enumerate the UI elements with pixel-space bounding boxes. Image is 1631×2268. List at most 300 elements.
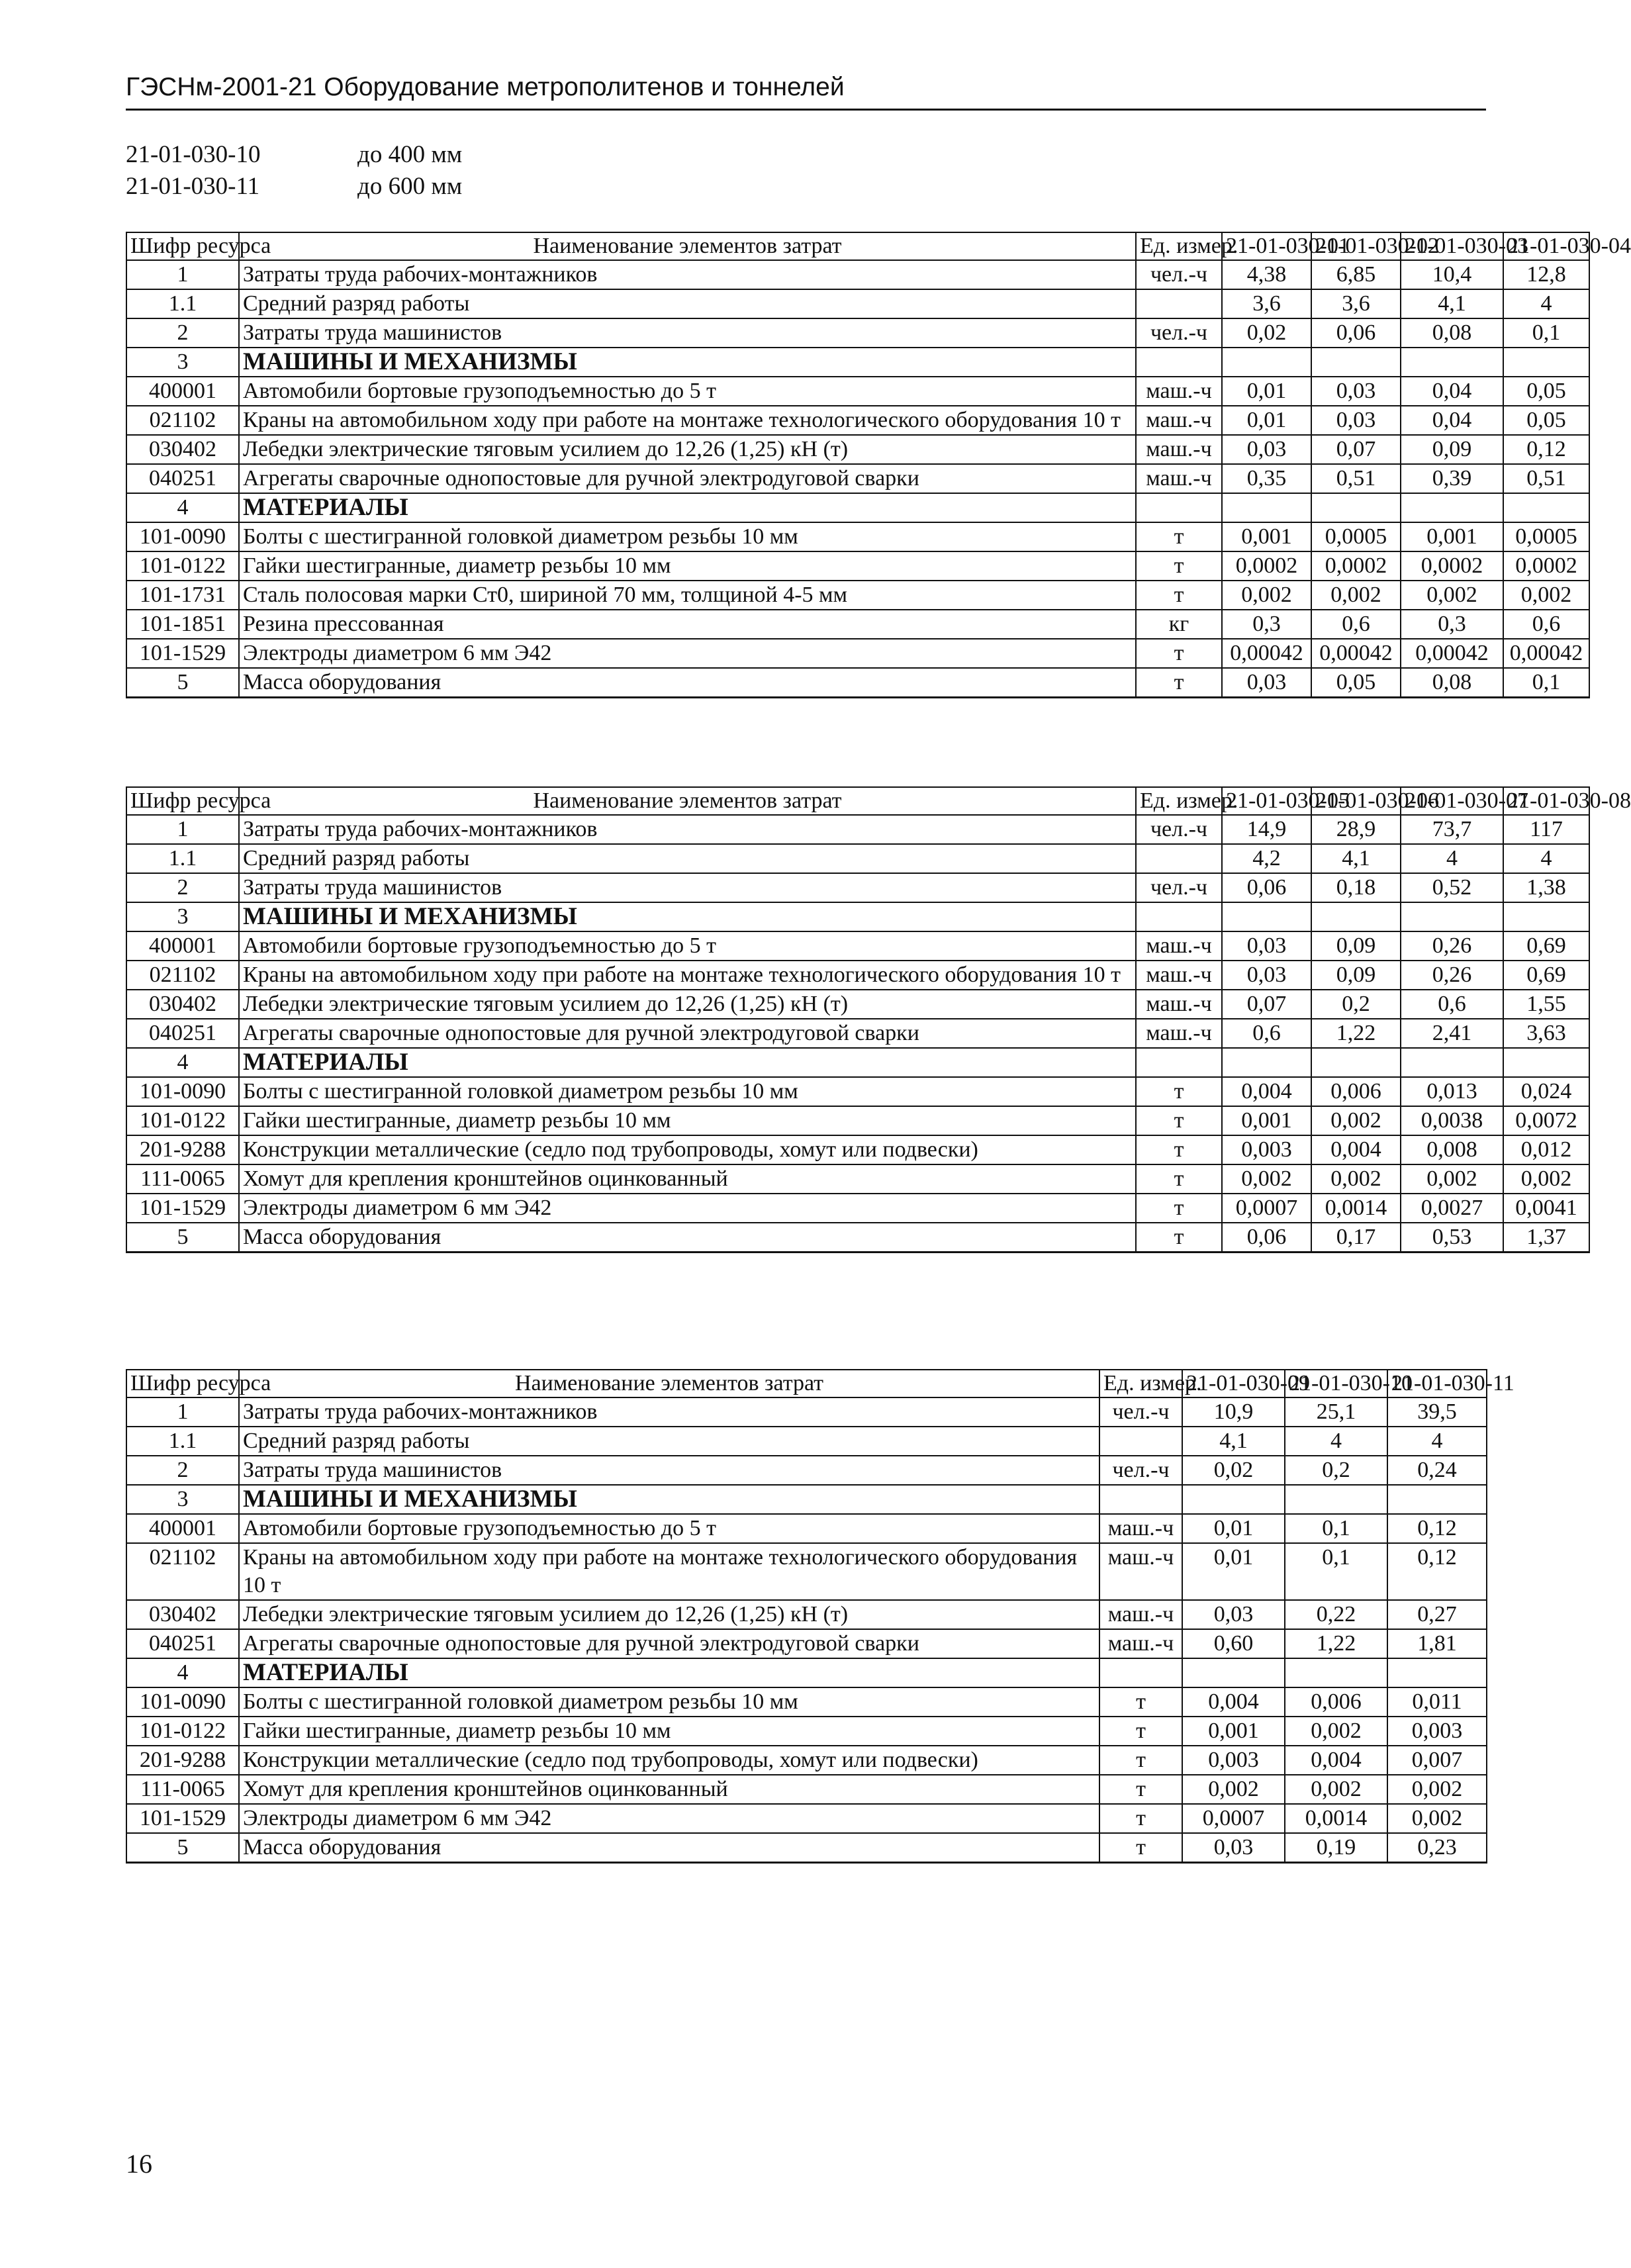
unit-cell: кг: [1136, 610, 1222, 639]
resource-code: 1: [126, 815, 239, 844]
unit-cell: [1099, 1658, 1182, 1687]
table-header-row: [126, 787, 1589, 815]
unit-cell: т: [1136, 581, 1222, 610]
norm-code-description: до 600 мм: [357, 173, 463, 200]
value-cell: 0,006: [1285, 1687, 1387, 1717]
unit-cell: [1136, 493, 1222, 522]
table-row: [126, 522, 1589, 551]
section-row: [126, 1658, 1487, 1687]
value-cell: 0,3: [1222, 610, 1311, 639]
value-cell: 0,03: [1222, 931, 1311, 961]
resource-name: Затраты труда машинистов: [239, 873, 1136, 902]
value-cell: 0,23: [1387, 1833, 1487, 1863]
value-cell: 0,07: [1311, 435, 1401, 464]
value-cell: [1311, 493, 1401, 522]
value-cell: 0,01: [1222, 377, 1311, 406]
resource-name: Хомут для крепления кронштейнов оцинкованный: [239, 1164, 1136, 1194]
resource-name: Затраты труда рабочих-монтажников: [239, 260, 1136, 289]
resource-name: Лебедки электрические тяговым усилием до 12,26 (1,25) кН (т): [239, 990, 1136, 1019]
value-cell: 0,002: [1503, 1164, 1589, 1194]
value-cell: 0,09: [1311, 931, 1401, 961]
table-row: [126, 1746, 1487, 1775]
value-cell: 0,53: [1401, 1223, 1503, 1252]
resource-code: 030402: [126, 1600, 239, 1629]
value-cell: 0,012: [1503, 1135, 1589, 1164]
value-cell: 0,003: [1182, 1746, 1285, 1775]
resource-code: 101-1851: [126, 610, 239, 639]
unit-cell: маш.-ч: [1099, 1514, 1182, 1543]
value-cell: 0,001: [1222, 1106, 1311, 1135]
resource-name: Затраты труда рабочих-монтажников: [239, 1397, 1099, 1427]
resource-code: 3: [126, 348, 239, 377]
table-row: [126, 1019, 1589, 1048]
column-header-shifr: Шифр ресурса: [126, 232, 239, 260]
resource-name: Электроды диаметром 6 мм Э42: [239, 1194, 1136, 1223]
unit-cell: т: [1099, 1717, 1182, 1746]
table-row: [126, 961, 1589, 990]
column-header-unit: Ед. измер.: [1099, 1370, 1182, 1397]
resource-code: 040251: [126, 1629, 239, 1658]
value-cell: 0,01: [1182, 1514, 1285, 1543]
table-row: [126, 1456, 1487, 1485]
value-cell: 0,69: [1503, 931, 1589, 961]
value-cell: 0,01: [1222, 406, 1311, 435]
value-cell: 0,69: [1503, 961, 1589, 990]
resource-name: Лебедки электрические тяговым усилием до 12,26 (1,25) кН (т): [239, 1600, 1099, 1629]
section-row: [126, 1048, 1589, 1077]
value-cell: 0,35: [1222, 464, 1311, 493]
value-cell: 0,02: [1222, 318, 1311, 348]
table-header-row: [126, 232, 1589, 260]
value-cell: 0,00042: [1311, 639, 1401, 668]
value-cell: 0,006: [1311, 1077, 1401, 1106]
resource-name: Болты с шестигранной головкой диаметром резьбы 10 мм: [239, 522, 1136, 551]
section-title: МАТЕРИАЛЫ: [239, 493, 1136, 522]
norm-code-row: [126, 171, 462, 203]
section-row: [126, 493, 1589, 522]
unit-cell: т: [1099, 1687, 1182, 1717]
value-cell: 4: [1401, 844, 1503, 873]
unit-cell: маш.-ч: [1136, 406, 1222, 435]
value-cell: 0,26: [1401, 931, 1503, 961]
value-cell: 0,002: [1387, 1804, 1487, 1833]
resource-code: 101-1529: [126, 1194, 239, 1223]
resource-code: 4: [126, 1658, 239, 1687]
value-cell: 0,27: [1387, 1600, 1487, 1629]
value-cell: 0,002: [1182, 1775, 1285, 1804]
resource-code: 3: [126, 1485, 239, 1514]
value-cell: [1503, 902, 1589, 931]
resource-name: Хомут для крепления кронштейнов оцинкованный: [239, 1775, 1099, 1804]
section-row: [126, 348, 1589, 377]
unit-cell: т: [1099, 1775, 1182, 1804]
resource-code: 4: [126, 493, 239, 522]
unit-cell: т: [1136, 1194, 1222, 1223]
value-cell: [1182, 1485, 1285, 1514]
value-cell: 0,011: [1387, 1687, 1487, 1717]
value-cell: [1503, 493, 1589, 522]
value-cell: [1311, 902, 1401, 931]
page-header: [126, 71, 1486, 111]
value-cell: 0,002: [1285, 1717, 1387, 1746]
value-cell: 0,002: [1222, 581, 1311, 610]
value-cell: 0,05: [1503, 406, 1589, 435]
resource-code: 101-0090: [126, 522, 239, 551]
column-header-shifr: Шифр ресурса: [126, 787, 239, 815]
value-cell: 3,6: [1311, 289, 1401, 318]
norm-code-description: до 400 мм: [357, 141, 463, 168]
value-cell: 0,1: [1503, 318, 1589, 348]
value-cell: 0,09: [1401, 435, 1503, 464]
value-cell: 0,12: [1503, 435, 1589, 464]
resource-code: 021102: [126, 961, 239, 990]
value-cell: 0,003: [1222, 1135, 1311, 1164]
table-row: [126, 815, 1589, 844]
resource-table-3: [126, 1369, 1515, 1864]
value-cell: 0,001: [1401, 522, 1503, 551]
page-number: 16: [126, 2149, 152, 2179]
value-cell: 4: [1387, 1427, 1487, 1456]
value-cell: 0,18: [1311, 873, 1401, 902]
table-row: [126, 1514, 1487, 1543]
value-cell: 0,12: [1387, 1514, 1487, 1543]
resource-code: 5: [126, 1223, 239, 1252]
value-cell: 1,55: [1503, 990, 1589, 1019]
value-cell: 3,6: [1222, 289, 1311, 318]
unit-cell: т: [1136, 668, 1222, 698]
section-title: МАТЕРИАЛЫ: [239, 1658, 1099, 1687]
resource-code: 201-9288: [126, 1746, 239, 1775]
unit-cell: маш.-ч: [1136, 990, 1222, 1019]
value-cell: 0,51: [1311, 464, 1401, 493]
value-cell: [1311, 348, 1401, 377]
resource-code: 101-0090: [126, 1687, 239, 1717]
value-cell: 4,1: [1311, 844, 1401, 873]
value-cell: 0,08: [1401, 668, 1503, 698]
table-row: [126, 406, 1589, 435]
resource-name: Краны на автомобильном ходу при работе на монтаже технологического оборудования 10 т: [239, 1543, 1099, 1600]
value-cell: 10,9: [1182, 1397, 1285, 1427]
value-cell: [1222, 348, 1311, 377]
value-cell: [1401, 902, 1503, 931]
norm-code: 21-01-030-11: [126, 173, 260, 200]
unit-cell: [1136, 844, 1222, 873]
value-cell: 1,22: [1311, 1019, 1401, 1048]
value-cell: 28,9: [1311, 815, 1401, 844]
table-row: [126, 260, 1589, 289]
resource-name: Гайки шестигранные, диаметр резьбы 10 мм: [239, 1717, 1099, 1746]
resource-name: Затраты труда машинистов: [239, 318, 1136, 348]
table-row: [126, 844, 1589, 873]
value-cell: 0,52: [1401, 873, 1503, 902]
value-cell: 0,6: [1503, 610, 1589, 639]
value-cell: [1401, 493, 1503, 522]
unit-cell: [1136, 289, 1222, 318]
table-row: [126, 668, 1589, 698]
table-row: [126, 581, 1589, 610]
table-row: [126, 1397, 1487, 1427]
table-row: [126, 1833, 1487, 1863]
resource-code: 111-0065: [126, 1164, 239, 1194]
value-cell: [1222, 902, 1311, 931]
resource-code: 400001: [126, 1514, 239, 1543]
table-row: [126, 931, 1589, 961]
value-cell: 0,12: [1387, 1543, 1487, 1600]
value-cell: 2,41: [1401, 1019, 1503, 1048]
section-title: МАШИНЫ И МЕХАНИЗМЫ: [239, 348, 1136, 377]
section-row: [126, 1485, 1487, 1514]
value-cell: 0,0027: [1401, 1194, 1503, 1223]
table-row: [126, 1077, 1589, 1106]
value-cell: [1387, 1485, 1487, 1514]
section-title: МАТЕРИАЛЫ: [239, 1048, 1136, 1077]
unit-cell: т: [1136, 1106, 1222, 1135]
unit-cell: маш.-ч: [1099, 1629, 1182, 1658]
table-row: [126, 1804, 1487, 1833]
table-header-row: [126, 1370, 1487, 1397]
value-cell: 0,004: [1285, 1746, 1387, 1775]
value-cell: [1401, 348, 1503, 377]
value-cell: 4,2: [1222, 844, 1311, 873]
resource-name: Средний разряд работы: [239, 289, 1136, 318]
unit-cell: маш.-ч: [1099, 1600, 1182, 1629]
value-cell: 0,3: [1401, 610, 1503, 639]
value-cell: 0,0002: [1503, 551, 1589, 581]
table-row: [126, 1427, 1487, 1456]
unit-cell: чел.-ч: [1136, 815, 1222, 844]
value-cell: 0,03: [1182, 1600, 1285, 1629]
value-cell: 0,0014: [1285, 1804, 1387, 1833]
value-cell: 39,5: [1387, 1397, 1487, 1427]
column-header-norm-code: 21-01-030-07: [1401, 787, 1503, 815]
header-title: ГЭСНм-2001-21 Оборудование метрополитенов и тоннелей: [126, 73, 845, 101]
value-cell: 4: [1503, 289, 1589, 318]
value-cell: 0,002: [1311, 1164, 1401, 1194]
column-header-norm-code: 21-01-030-02: [1311, 232, 1401, 260]
resource-name: Затраты труда машинистов: [239, 1456, 1099, 1485]
value-cell: 6,85: [1311, 260, 1401, 289]
value-cell: 0,2: [1285, 1456, 1387, 1485]
value-cell: 12,8: [1503, 260, 1589, 289]
value-cell: [1285, 1658, 1387, 1687]
unit-cell: маш.-ч: [1136, 464, 1222, 493]
resource-code: 400001: [126, 931, 239, 961]
value-cell: 0,1: [1285, 1514, 1387, 1543]
value-cell: 0,03: [1311, 377, 1401, 406]
table-row: [126, 1223, 1589, 1252]
value-cell: 1,37: [1503, 1223, 1589, 1252]
resource-code: 101-0122: [126, 1717, 239, 1746]
table-row: [126, 1135, 1589, 1164]
value-cell: 1,81: [1387, 1629, 1487, 1658]
resource-name: Конструкции металлические (седло под трубопроводы, хомут или подвески): [239, 1746, 1099, 1775]
resource-code: 040251: [126, 464, 239, 493]
value-cell: 0,01: [1182, 1543, 1285, 1600]
resource-name: Автомобили бортовые грузоподъемностью до 5 т: [239, 377, 1136, 406]
value-cell: 0,1: [1503, 668, 1589, 698]
value-cell: 0,0002: [1311, 551, 1401, 581]
value-cell: 0,0007: [1222, 1194, 1311, 1223]
value-cell: 0,004: [1311, 1135, 1401, 1164]
resource-name: Затраты труда рабочих-монтажников: [239, 815, 1136, 844]
value-cell: 0,03: [1182, 1833, 1285, 1863]
value-cell: 0,19: [1285, 1833, 1387, 1863]
value-cell: 0,06: [1222, 1223, 1311, 1252]
value-cell: 0,024: [1503, 1077, 1589, 1106]
column-header-shifr: Шифр ресурса: [126, 1370, 239, 1397]
norm-code-row: [126, 139, 462, 171]
resource-name: Автомобили бортовые грузоподъемностью до 5 т: [239, 931, 1136, 961]
resource-code: 021102: [126, 406, 239, 435]
table-row: [126, 639, 1589, 668]
value-cell: 0,04: [1401, 377, 1503, 406]
value-cell: 0,06: [1311, 318, 1401, 348]
unit-cell: маш.-ч: [1099, 1543, 1182, 1600]
value-cell: 25,1: [1285, 1397, 1387, 1427]
value-cell: 10,4: [1401, 260, 1503, 289]
table-row: [126, 464, 1589, 493]
section-row: [126, 902, 1589, 931]
unit-cell: [1136, 348, 1222, 377]
value-cell: [1503, 1048, 1589, 1077]
resource-code: 2: [126, 873, 239, 902]
value-cell: 0,0002: [1401, 551, 1503, 581]
value-cell: 0,0007: [1182, 1804, 1285, 1833]
resource-name: Болты с шестигранной головкой диаметром резьбы 10 мм: [239, 1077, 1136, 1106]
value-cell: 0,09: [1311, 961, 1401, 990]
table-row: [126, 377, 1589, 406]
value-cell: 0,06: [1222, 873, 1311, 902]
value-cell: [1222, 493, 1311, 522]
resource-code: 021102: [126, 1543, 239, 1600]
resource-code: 1: [126, 260, 239, 289]
norm-code: 21-01-030-10: [126, 141, 261, 168]
resource-name: Краны на автомобильном ходу при работе на монтаже технологического оборудования 10 т: [239, 961, 1136, 990]
value-cell: 0,0072: [1503, 1106, 1589, 1135]
value-cell: 0,17: [1311, 1223, 1401, 1252]
column-header-norm-code: 21-01-030-01: [1222, 232, 1311, 260]
value-cell: 0,51: [1503, 464, 1589, 493]
value-cell: 0,04: [1401, 406, 1503, 435]
resource-code: 101-0122: [126, 1106, 239, 1135]
value-cell: 0,002: [1222, 1164, 1311, 1194]
resource-name: Краны на автомобильном ходу при работе на монтаже технологического оборудования 10 т: [239, 406, 1136, 435]
unit-cell: [1136, 1048, 1222, 1077]
norm-codes-list: [126, 139, 462, 203]
value-cell: [1387, 1658, 1487, 1687]
unit-cell: т: [1099, 1833, 1182, 1863]
resource-name: Гайки шестигранные, диаметр резьбы 10 мм: [239, 551, 1136, 581]
value-cell: 0,0041: [1503, 1194, 1589, 1223]
resource-code: 101-0090: [126, 1077, 239, 1106]
resource-code: 4: [126, 1048, 239, 1077]
resource-name: Средний разряд работы: [239, 844, 1136, 873]
unit-cell: [1099, 1485, 1182, 1514]
resource-table-2: [126, 786, 1631, 1253]
resource-code: 5: [126, 668, 239, 698]
value-cell: 0,6: [1311, 610, 1401, 639]
section-title: МАШИНЫ И МЕХАНИЗМЫ: [239, 902, 1136, 931]
resource-code: 101-1529: [126, 1804, 239, 1833]
resource-code: 5: [126, 1833, 239, 1863]
value-cell: 0,00042: [1401, 639, 1503, 668]
value-cell: 0,22: [1285, 1600, 1387, 1629]
table-row: [126, 1106, 1589, 1135]
resource-code: 101-0122: [126, 551, 239, 581]
value-cell: 0,002: [1387, 1775, 1487, 1804]
resource-name: Конструкции металлические (седло под трубопроводы, хомут или подвески): [239, 1135, 1136, 1164]
resource-name: Резина прессованная: [239, 610, 1136, 639]
column-header-norm-code: 21-01-030-04: [1503, 232, 1589, 260]
value-cell: 0,6: [1401, 990, 1503, 1019]
table-row: [126, 1543, 1487, 1600]
unit-cell: т: [1136, 1077, 1222, 1106]
unit-cell: маш.-ч: [1136, 1019, 1222, 1048]
column-header-name: Наименование элементов затрат: [239, 787, 1136, 815]
resource-name: Лебедки электрические тяговым усилием до 12,26 (1,25) кН (т): [239, 435, 1136, 464]
value-cell: 0,0005: [1311, 522, 1401, 551]
resource-code: 1: [126, 1397, 239, 1427]
table-row: [126, 1717, 1487, 1746]
value-cell: [1311, 1048, 1401, 1077]
unit-cell: т: [1136, 551, 1222, 581]
value-cell: 0,002: [1285, 1775, 1387, 1804]
value-cell: 4,1: [1401, 289, 1503, 318]
table-row: [126, 1600, 1487, 1629]
value-cell: 0,60: [1182, 1629, 1285, 1658]
value-cell: 0,001: [1222, 522, 1311, 551]
unit-cell: маш.-ч: [1136, 931, 1222, 961]
column-header-norm-code: 21-01-030-10: [1285, 1370, 1387, 1397]
column-header-norm-code: 21-01-030-09: [1182, 1370, 1285, 1397]
column-header-unit: Ед. измер.: [1136, 787, 1222, 815]
value-cell: 0,07: [1222, 990, 1311, 1019]
unit-cell: чел.-ч: [1136, 318, 1222, 348]
value-cell: 1,22: [1285, 1629, 1387, 1658]
table-row: [126, 1164, 1589, 1194]
resource-code: 030402: [126, 435, 239, 464]
section-title: МАШИНЫ И МЕХАНИЗМЫ: [239, 1485, 1099, 1514]
value-cell: 0,0005: [1503, 522, 1589, 551]
value-cell: [1401, 1048, 1503, 1077]
value-cell: 73,7: [1401, 815, 1503, 844]
value-cell: 0,02: [1182, 1456, 1285, 1485]
value-cell: 0,08: [1401, 318, 1503, 348]
value-cell: 0,2: [1311, 990, 1401, 1019]
value-cell: 0,6: [1222, 1019, 1311, 1048]
unit-cell: маш.-ч: [1136, 435, 1222, 464]
value-cell: 117: [1503, 815, 1589, 844]
value-cell: 4,38: [1222, 260, 1311, 289]
value-cell: 0,26: [1401, 961, 1503, 990]
unit-cell: т: [1136, 1135, 1222, 1164]
column-header-norm-code: 21-01-030-03: [1401, 232, 1503, 260]
value-cell: 4,1: [1182, 1427, 1285, 1456]
value-cell: 0,0002: [1222, 551, 1311, 581]
resource-name: Масса оборудования: [239, 1223, 1136, 1252]
unit-cell: т: [1136, 639, 1222, 668]
value-cell: 0,002: [1401, 581, 1503, 610]
resource-name: Агрегаты сварочные однопостовые для ручной электродуговой сварки: [239, 1019, 1136, 1048]
unit-cell: т: [1099, 1746, 1182, 1775]
column-header-norm-code: 21-01-030-08: [1503, 787, 1589, 815]
value-cell: 0,0038: [1401, 1106, 1503, 1135]
table-row: [126, 1775, 1487, 1804]
resource-code: 2: [126, 1456, 239, 1485]
resource-name: Гайки шестигранные, диаметр резьбы 10 мм: [239, 1106, 1136, 1135]
table-row: [126, 990, 1589, 1019]
value-cell: 1,38: [1503, 873, 1589, 902]
